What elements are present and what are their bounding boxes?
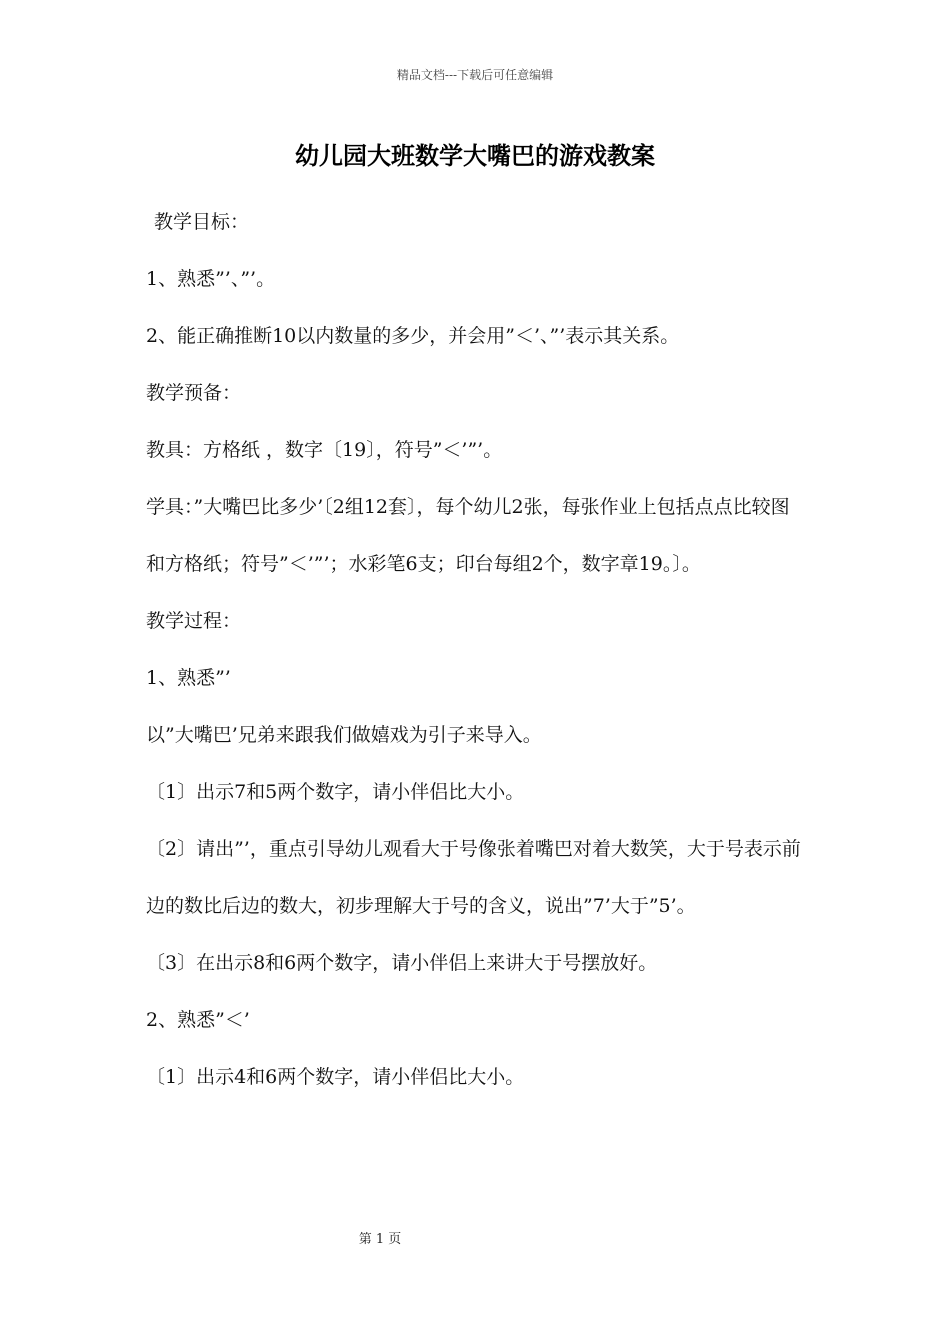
paragraph: 教学预备： bbox=[146, 382, 242, 404]
paragraph: 〔3〕在出示8和6两个数字，请小伴侣上来讲大于号摆放好。 bbox=[146, 952, 658, 974]
paragraph: 〔2〕请出”’，重点引导幼儿观看大于号像张着嘴巴对着大数笑，大于号表示前边的数比后边的数大，初步理解大于号的含义，说出”7’大于”5’。 bbox=[146, 838, 801, 917]
paragraph: 教学过程： bbox=[146, 610, 242, 632]
paragraph: 学具：”大嘴巴比多少’〔2组12套〕，每个幼儿2张，每张作业上包括点点比较图和方格纸；符号”＜’”’；水彩笔6支；印台每组2个，数字章19。〕。 bbox=[146, 496, 790, 575]
paragraph: 教具：方格纸 ，数字〔19〕，符号”＜’”’。 bbox=[146, 439, 503, 461]
page-header: 精品文档---下载后可任意编辑 bbox=[396, 68, 554, 82]
paragraph: 1、熟悉”’ bbox=[146, 667, 231, 689]
paragraph: 教学目标： bbox=[154, 211, 250, 233]
paragraph: 〔1〕出示7和5两个数字，请小伴侣比大小。 bbox=[146, 781, 525, 803]
paragraph: 以”大嘴巴’兄弟来跟我们做嬉戏为引子来导入。 bbox=[146, 724, 542, 746]
document-title: 幼儿园大班数学大嘴巴的游戏教案 bbox=[295, 141, 655, 170]
paragraph: 2、能正确推断10以内数量的多少，并会用”＜’、”’表示其关系。 bbox=[146, 325, 680, 347]
paragraph: 〔1〕出示4和6两个数字，请小伴侣比大小。 bbox=[146, 1066, 525, 1088]
paragraph: 2、熟悉”＜’ bbox=[146, 1009, 250, 1031]
document-body bbox=[146, 194, 808, 1106]
page-number: 第 1 页 bbox=[358, 1232, 402, 1247]
paragraph: 1、熟悉”’、”’。 bbox=[146, 268, 276, 290]
